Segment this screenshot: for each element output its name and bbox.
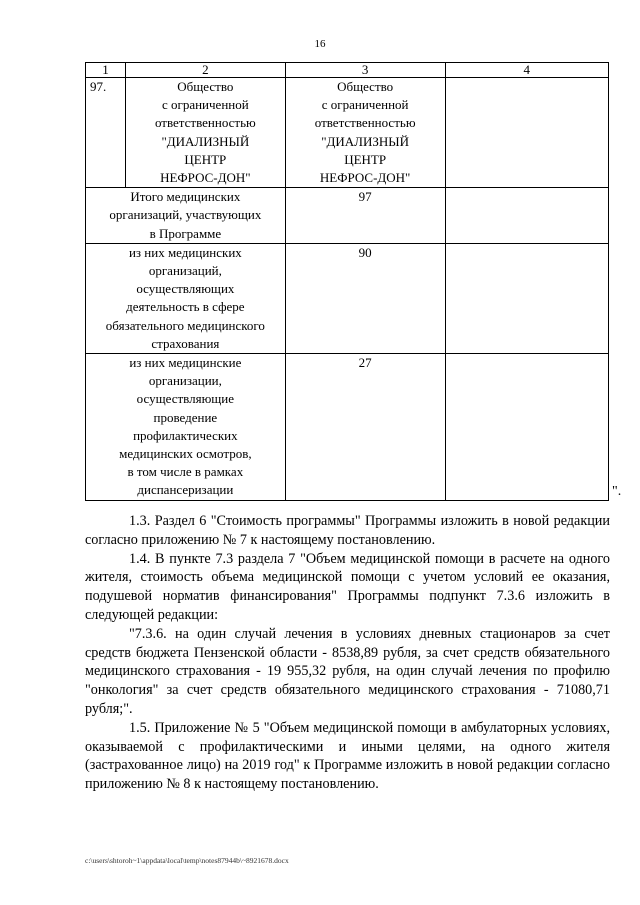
footer-file-path: c:\users\shtoroh~1\appdata\local\temp\notes87944b\~8921678.docx (85, 856, 289, 865)
cell-line: страхования (151, 335, 220, 351)
total-value-cell: 97 (285, 188, 445, 244)
cell-line: организации, (148, 373, 222, 389)
closing-quote: ". (612, 484, 622, 499)
row-number: 97. (86, 78, 126, 188)
table-row (86, 78, 609, 188)
paragraph: 1.3. Раздел 6 "Стоимость программы" Программы изложить в новой редакции согласно приложению № 7 к настоящему постановлению. (85, 513, 610, 548)
header-cell: 3 (285, 63, 445, 78)
total-value-cell: 90 (285, 243, 445, 353)
document-body (85, 512, 610, 794)
cell-line: осуществляющих (136, 281, 235, 297)
cell-line: осуществляющие (136, 391, 235, 407)
cell-line: "ДИАЛИЗНЫЙ (161, 133, 250, 149)
cell-line: в Программе (149, 225, 222, 241)
total-value-cell: 27 (285, 354, 445, 501)
cell-line: деятельность в сфере (126, 299, 245, 315)
org-name-cell (285, 78, 445, 188)
header-cell: 1 (86, 63, 126, 78)
empty-cell (445, 188, 608, 244)
cell-line: "ДИАЛИЗНЫЙ (321, 133, 410, 149)
cell-line: Общество (177, 79, 234, 94)
cell-line: в том числе в рамках (127, 464, 244, 480)
cell-line: ЦЕНТР (184, 151, 227, 167)
cell-line: с ограниченной (161, 97, 249, 113)
paragraph: 1.5. Приложение № 5 "Объем медицинской помощи в амбулаторных условиях, оказываемой с профилактическими и иными целями, на одного жителя (застрахованное лицо) на 2019 год" к Программе изложить в новой редакции согласно приложению № 8 к настоящему постановлению. (85, 719, 610, 793)
cell-line: из них медицинских (128, 244, 242, 260)
header-cell: 4 (445, 63, 608, 78)
empty-cell (445, 354, 608, 501)
org-name-cell (125, 78, 285, 188)
cell-line: НЕФРОС-ДОН" (319, 170, 411, 186)
table-row (86, 188, 609, 244)
cell-line: проведение (153, 409, 218, 425)
total-label-cell (86, 354, 286, 501)
cell-line: с ограниченной (321, 97, 409, 113)
paragraph: "7.3.6. на один случай лечения в условиях дневных стационаров за счет средств бюджета Пензенской области - 8538,89 рубля, за счет средств обязательного медицинского страхования - 19 955,32 рубля, на один случай лечения по профилю "онкология" за счет средств обязательного медицинского страхования - 71080,71 рубля;". (85, 625, 610, 717)
organizations-table (85, 62, 609, 501)
cell-line: Итого медицинских (130, 189, 241, 205)
cell-line: Общество (337, 79, 394, 94)
table-row (86, 243, 609, 353)
paragraph: 1.4. В пункте 7.3 раздела 7 "Объем медицинской помощи в расчете на одного жителя, стоимость объема медицинской помощи с учетом условий ее оказания, подушевой норматив финансирования" Программы подпункт 7.3.6 изложить в следующей редакции: (85, 550, 610, 623)
table-header-row (86, 63, 609, 78)
total-label-cell (86, 243, 286, 353)
cell-line: профилактических (133, 427, 238, 443)
total-label-cell (86, 188, 286, 244)
empty-cell (445, 78, 608, 188)
cell-line: ответственностью (154, 115, 256, 131)
cell-line: организаций, (148, 263, 222, 279)
table-row (86, 354, 609, 501)
cell-line: ответственностью (314, 115, 416, 131)
cell-line: из них медицинские (129, 355, 242, 371)
cell-line: обязательного медицинского (105, 317, 265, 333)
cell-line: диспансеризации (137, 482, 234, 498)
cell-line: организаций, участвующих (109, 207, 262, 223)
header-cell: 2 (125, 63, 285, 78)
cell-line: медицинских осмотров, (119, 446, 252, 462)
empty-cell (445, 243, 608, 353)
cell-line: ЦЕНТР (344, 151, 387, 167)
page-number: 16 (314, 38, 326, 50)
cell-line: НЕФРОС-ДОН" (160, 170, 251, 186)
